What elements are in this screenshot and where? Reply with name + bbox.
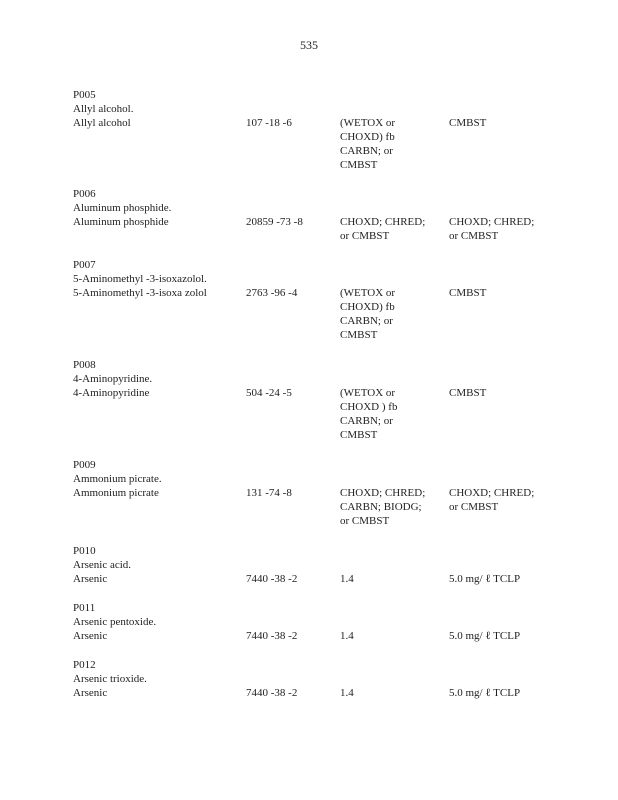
waste-code: P006 (73, 188, 96, 200)
nonwastewater-standard: 5.0 mg/ ℓ TCLP (449, 573, 521, 585)
waste-code: P012 (73, 659, 96, 671)
waste-title: 5-Aminomethyl -3-isoxazolol. (73, 273, 207, 285)
nonwastewater-standard: CHOXD; CHRED; or CMBST (449, 216, 535, 242)
nonwastewater-standard: 5.0 mg/ ℓ TCLP (449, 630, 521, 642)
cas-number: 2763 -96 -4 (246, 287, 298, 299)
waste-code: P007 (73, 259, 96, 271)
constituent-name: 5-Aminomethyl -3-isoxa zolol (73, 287, 207, 299)
cas-number: 7440 -38 -2 (246, 687, 298, 699)
wastewater-standard: (WETOX or CHOXD) fb CARBN; or CMBST (340, 117, 396, 171)
waste-entry-p010 (73, 544, 553, 586)
constituent-name: Arsenic (73, 630, 108, 642)
cas-number: 131 -74 -8 (246, 487, 292, 499)
waste-entry-p008 (73, 358, 553, 441)
wastewater-standard: 1.4 (340, 573, 354, 585)
cas-number: 20859 -73 -8 (246, 216, 303, 228)
waste-title: Aluminum phosphide. (73, 202, 172, 214)
waste-code: P005 (73, 89, 96, 101)
constituent-name: 4-Aminopyridine (73, 387, 150, 399)
waste-title: Allyl alcohol. (73, 103, 134, 115)
waste-title: Arsenic trioxide. (73, 673, 147, 685)
waste-entry-p009 (73, 458, 553, 527)
cas-number: 107 -18 -6 (246, 117, 292, 129)
waste-entry-p006 (73, 187, 553, 242)
constituent-name: Arsenic (73, 573, 108, 585)
nonwastewater-standard: CHOXD; CHRED; or CMBST (449, 487, 535, 513)
constituent-name: Arsenic (73, 687, 108, 699)
waste-entry-p011 (73, 601, 553, 643)
wastewater-standard: CHOXD; CHRED; CARBN; BIODG; or CMBST (340, 487, 426, 527)
wastewater-standard: (WETOX or CHOXD) fb CARBN; or CMBST (340, 287, 396, 341)
cas-number: 7440 -38 -2 (246, 630, 298, 642)
cas-number: 7440 -38 -2 (246, 573, 298, 585)
waste-title: 4-Aminopyridine. (73, 373, 153, 385)
waste-title: Arsenic pentoxide. (73, 616, 157, 628)
constituent-name: Aluminum phosphide (73, 216, 169, 228)
wastewater-standard: CHOXD; CHRED; or CMBST (340, 216, 426, 242)
wastewater-standard: (WETOX or CHOXD ) fb CARBN; or CMBST (340, 387, 398, 441)
waste-title: Ammonium picrate. (73, 473, 162, 485)
wastewater-standard: 1.4 (340, 687, 354, 699)
page-number: 535 (300, 38, 318, 52)
waste-code: P008 (73, 359, 96, 371)
constituent-name: Ammonium picrate (73, 487, 159, 499)
waste-code: P011 (73, 602, 96, 614)
cas-number: 504 -24 -5 (246, 387, 292, 399)
waste-code: P009 (73, 459, 96, 471)
waste-entry-p005 (73, 88, 553, 171)
nonwastewater-standard: 5.0 mg/ ℓ TCLP (449, 687, 521, 699)
waste-title: Arsenic acid. (73, 559, 132, 571)
waste-code: P010 (73, 545, 96, 557)
waste-entry-p012 (73, 658, 553, 700)
nonwastewater-standard: CMBST (449, 287, 487, 299)
wastewater-standard: 1.4 (340, 630, 354, 642)
constituent-name: Allyl alcohol (73, 117, 131, 129)
waste-entry-p007 (73, 258, 553, 341)
nonwastewater-standard: CMBST (449, 117, 487, 129)
nonwastewater-standard: CMBST (449, 387, 487, 399)
